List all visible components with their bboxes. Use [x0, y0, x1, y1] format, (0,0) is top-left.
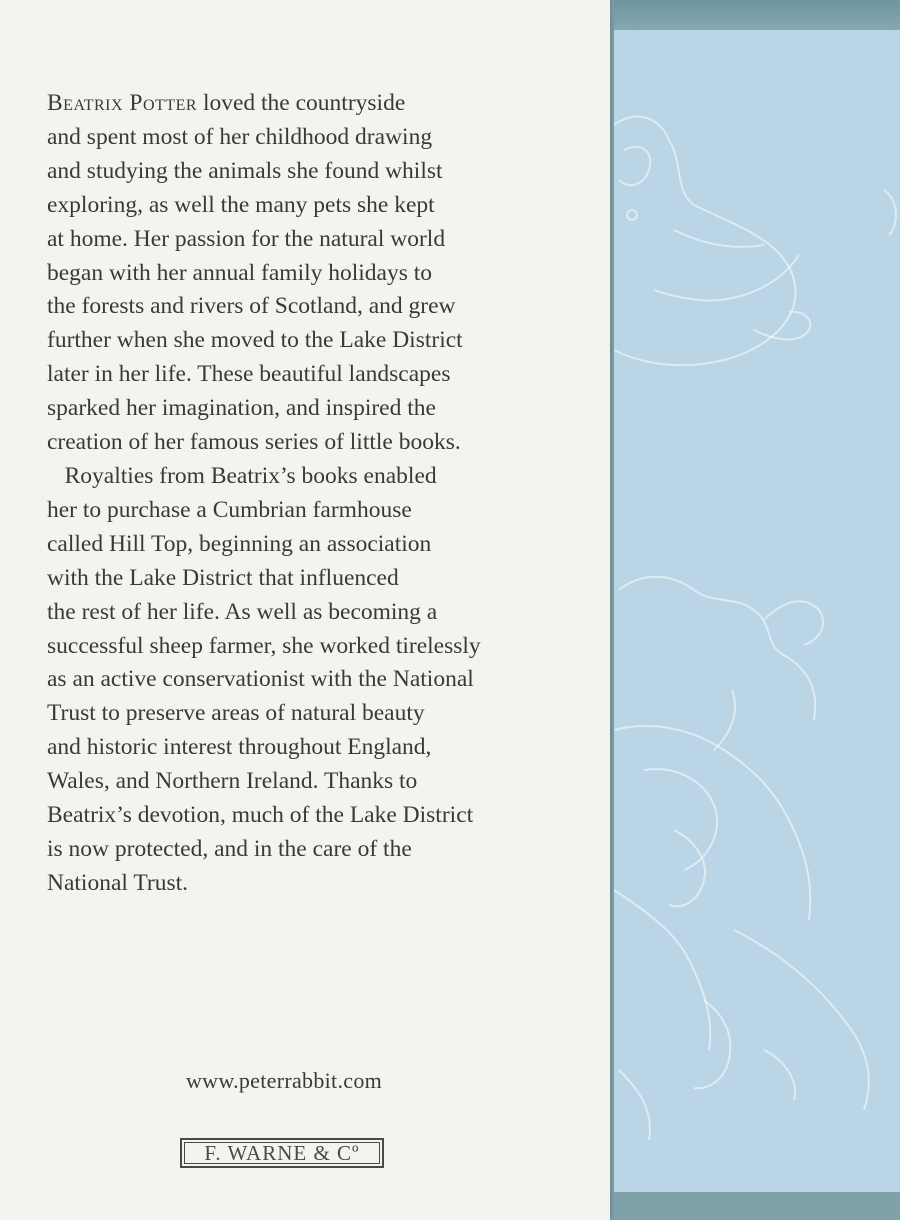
bio-line: is now protected, and in the care of the	[47, 835, 412, 862]
rabbit-illustration-icon	[614, 30, 900, 1192]
bio-line: Trust to preserve areas of natural beauty	[47, 700, 425, 727]
bio-line: Wales, and Northern Ireland. Thanks to	[47, 768, 418, 795]
bio-line	[47, 87, 567, 121]
bio-line: and historic interest throughout England,	[47, 734, 432, 761]
bio-line-text: loved the countryside	[197, 90, 406, 116]
bio-line: and spent most of her childhood drawing	[47, 123, 433, 150]
bio-line: Beatrix’s devotion, much of the Lake District	[47, 802, 474, 829]
bio-line: exploring, as well the many pets she kept	[47, 191, 435, 218]
website-link[interactable]: www.peterrabbit.com	[185, 1068, 383, 1093]
bio-line: her to purchase a Cumbrian farmhouse	[47, 496, 412, 523]
bio-line: the forests and rivers of Scotland, and grew	[47, 293, 456, 320]
bio-line: as an active conservationist with the National	[47, 666, 474, 693]
bio-line: at home. Her passion for the natural world	[47, 225, 446, 252]
bio-line: called Hill Top, beginning an association	[47, 530, 432, 557]
author-name: Beatrix Potter	[47, 90, 198, 116]
bio-line: creation of her famous series of little books.	[47, 429, 461, 456]
bio-line: the rest of her life. As well as becoming a	[47, 598, 438, 625]
bio-line: Royalties from Beatrix’s books enabled	[47, 462, 437, 489]
bio-line: and studying the animals she found whilst	[47, 157, 443, 184]
publisher-logo: F. WARNE & Cº	[180, 1138, 384, 1168]
cover-board-top	[614, 0, 900, 30]
bio-line: National Trust.	[47, 869, 189, 896]
bio-line: with the Lake District that influenced	[47, 564, 399, 591]
bio-line: sparked her imagination, and inspired the	[47, 395, 436, 422]
bio-line: further when she moved to the Lake District	[47, 327, 463, 354]
cover-board-bottom	[614, 1192, 900, 1220]
bio-line: later in her life. These beautiful landscapes	[47, 361, 451, 388]
endpaper-illustration	[614, 30, 900, 1192]
bio-line: successful sheep farmer, she worked tirelessly	[47, 632, 481, 659]
author-biography	[47, 87, 567, 901]
bio-line: began with her annual family holidays to	[47, 259, 433, 286]
